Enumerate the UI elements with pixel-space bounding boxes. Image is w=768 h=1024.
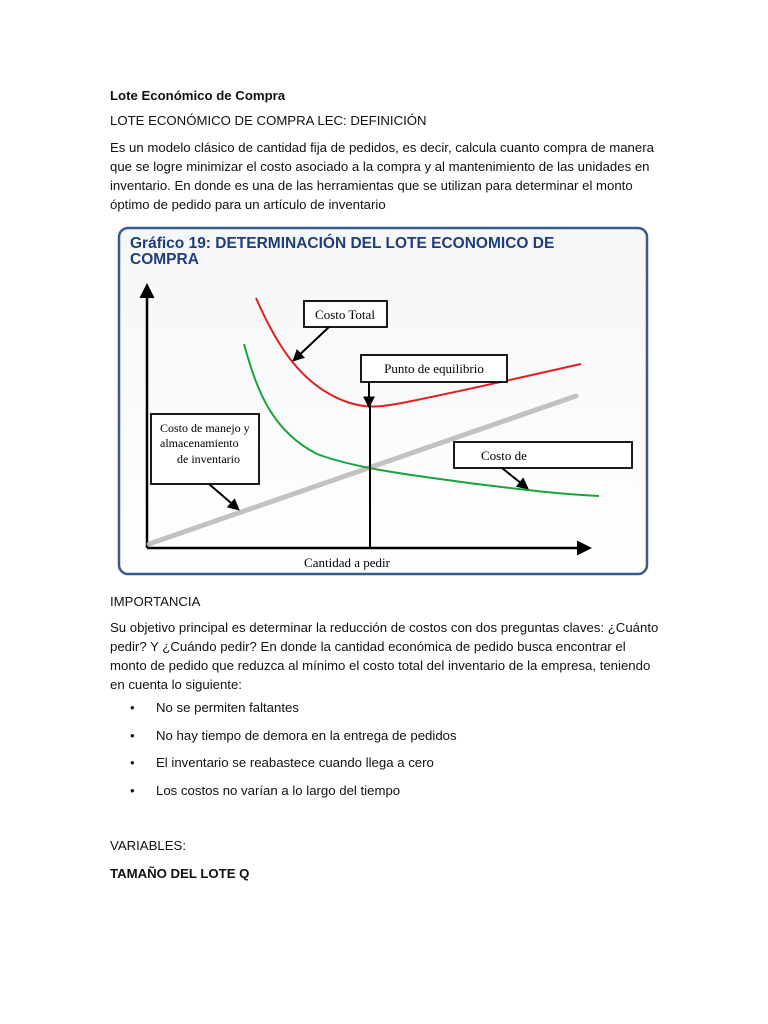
document-title: Lote Económico de Compra <box>110 88 286 103</box>
definition-paragraph: Es un modelo clásico de cantidad fija de pedidos, es decir, calcula cuanto compra de manera que se logre minimizar el costo asociado a la compra y al mantenimiento de las unidades en inventario. En donde es una de las herramientas que se utilizan para determinar el monto óptimo de pedido para un artículo de inventario <box>110 140 654 212</box>
eoq-chart <box>117 226 649 576</box>
section-heading-lot-size: TAMAÑO DEL LOTE Q <box>110 866 250 881</box>
holding-cost-label-line-3: de inventario <box>177 452 240 466</box>
x-axis-label: Cantidad a pedir <box>304 555 390 570</box>
section-heading-definition: LOTE ECONÓMICO DE COMPRA LEC: DEFINICIÓN <box>110 113 427 128</box>
order-cost-label: Costo de <box>481 448 527 463</box>
list-item-text: El inventario se reabastece cuando llega a cero <box>156 755 434 770</box>
list-item <box>110 753 670 781</box>
list-item <box>110 781 670 809</box>
list-item-text: No hay tiempo de demora en la entrega de pedidos <box>156 727 457 743</box>
bullet-icon: • <box>130 782 135 798</box>
list-item-text: No se permiten faltantes <box>156 700 299 715</box>
bullet-icon: • <box>130 727 135 743</box>
holding-cost-label-line-1: Costo de manejo y <box>160 421 250 435</box>
assumptions-list <box>110 698 670 808</box>
holding-cost-label-line-2: almacenamiento <box>160 436 239 450</box>
chart-title-line-2: COMPRA <box>130 251 199 268</box>
section-heading-importance: IMPORTANCIA <box>110 594 201 609</box>
list-item <box>110 698 670 726</box>
importance-paragraph: Su objetivo principal es determinar la reducción de costos con dos preguntas claves: ¿Cuánto pedir? Y ¿Cuándo pedir? En donde la cantidad económica de pedido busca encontrar el monto de pedido que reduzca al mínimo el costo total del inventario de la empresa, teniendo en cuenta lo siguiente: <box>110 620 659 692</box>
section-heading-variables: VARIABLES: <box>110 838 186 853</box>
list-item <box>110 726 670 754</box>
total-cost-label: Costo Total <box>315 307 375 322</box>
list-item-text: Los costos no varían a lo largo del tiempo <box>156 782 401 798</box>
eoq-chart-figure <box>117 226 649 576</box>
bullet-icon: • <box>130 700 135 715</box>
chart-title-line-1: Gráfico 19: DETERMINACIÓN DEL LOTE ECONOMICO DE <box>130 235 555 252</box>
equilibrium-label: Punto de equilibrio <box>384 361 484 376</box>
bullet-icon: • <box>130 755 135 770</box>
